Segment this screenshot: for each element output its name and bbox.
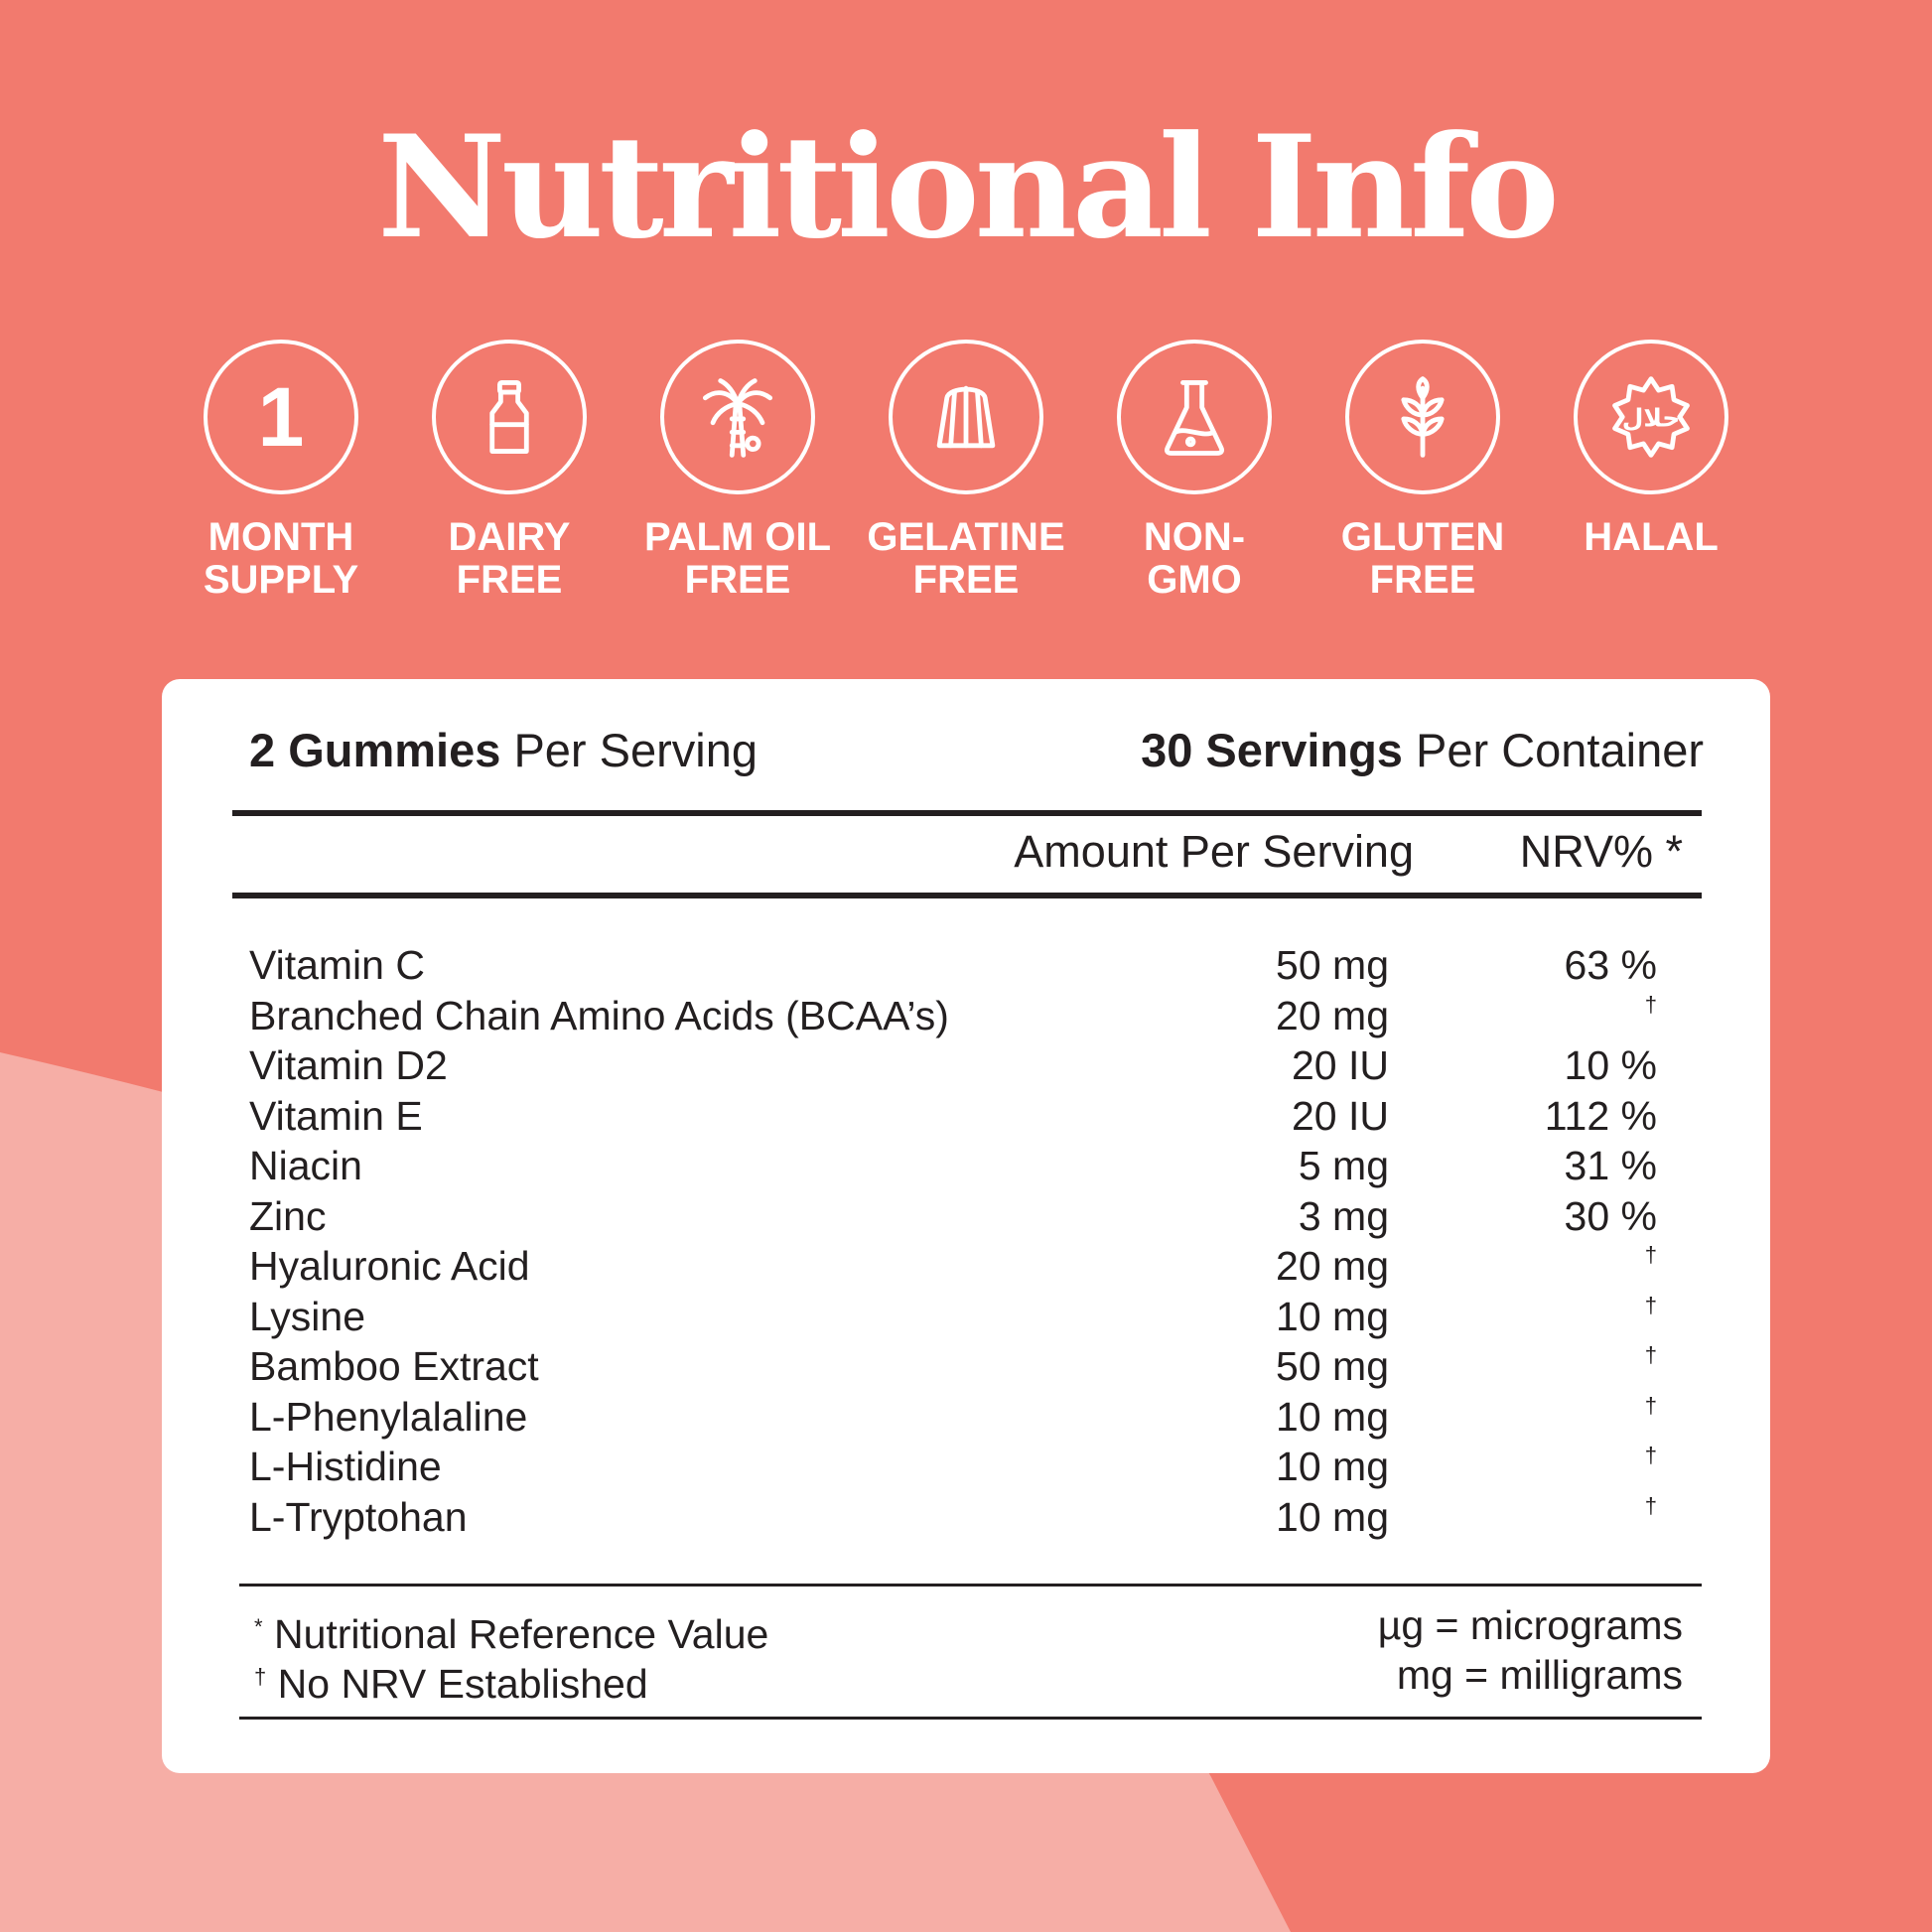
nutrient-amount: 10 mg xyxy=(1276,1444,1389,1489)
nutrient-row xyxy=(249,1442,1657,1492)
badge-dairy-free xyxy=(410,340,609,608)
badge-label-line: SUPPLY xyxy=(203,558,359,602)
number-one-icon: 1 xyxy=(257,370,305,464)
nutrient-amount: 10 mg xyxy=(1276,1493,1389,1540)
badge-circle xyxy=(1345,340,1500,494)
nutrient-nrv: † xyxy=(1644,1492,1657,1518)
palm-tree-icon xyxy=(690,369,785,465)
nutrient-name: Niacin xyxy=(249,1143,362,1188)
badge-label-line: GELATINE xyxy=(867,515,1065,559)
nutrient-amount: 20 IU xyxy=(1292,1092,1389,1139)
badge-label-line: GMO xyxy=(1147,558,1242,602)
nutrient-name: L-Tryptohan xyxy=(249,1493,468,1540)
nutrient-nrv: † xyxy=(1644,1242,1657,1267)
nutrient-list xyxy=(249,940,1657,1542)
jelly-icon xyxy=(918,369,1014,465)
nutrient-row xyxy=(249,1341,1657,1392)
badge-circle xyxy=(660,340,815,494)
serving-size xyxy=(249,723,758,777)
footer-rule-bottom xyxy=(239,1717,1702,1720)
footnote-no-nrv-text: No NRV Established xyxy=(266,1661,648,1707)
nutrient-name: L-Phenylalaline xyxy=(249,1393,528,1440)
badge-label xyxy=(1075,516,1313,602)
servings-count-bold: 30 Servings xyxy=(1141,724,1403,776)
header-rule-top xyxy=(232,810,1702,816)
nutrient-amount: 50 mg xyxy=(1276,942,1389,988)
badge-label-line: FREE xyxy=(456,558,563,602)
nutrient-name: Bamboo Extract xyxy=(249,1343,539,1389)
dagger-mark: † xyxy=(254,1664,267,1689)
badge-palm-oil-free xyxy=(638,340,837,608)
badge-label xyxy=(619,516,857,602)
nutrient-nrv: 112 % xyxy=(1544,1092,1657,1139)
nutrient-row xyxy=(249,1191,1657,1242)
serving-size-bold: 2 Gummies xyxy=(249,724,501,776)
nutrient-row xyxy=(249,1392,1657,1443)
badge-label-line: FREE xyxy=(684,558,791,602)
unit-micrograms: µg = micrograms xyxy=(1377,1602,1683,1648)
badge-circle xyxy=(1574,340,1728,494)
nutrient-nrv: † xyxy=(1644,1342,1657,1367)
badge-label xyxy=(390,516,628,602)
footnote-nrv xyxy=(254,1602,768,1659)
nutrient-amount: 50 mg xyxy=(1276,1343,1389,1389)
nutrient-row xyxy=(249,1241,1657,1292)
badge-label-line: FREE xyxy=(1369,558,1476,602)
badge-label-line: GLUTEN xyxy=(1340,515,1505,559)
badge-gelatine-free xyxy=(867,340,1065,608)
servings-per-container xyxy=(1141,723,1704,777)
footer-rule-top xyxy=(239,1584,1702,1587)
badge-circle xyxy=(204,340,358,494)
nutrient-nrv: † xyxy=(1644,991,1657,1017)
column-header-nrv: NRV% * xyxy=(1519,826,1683,877)
badge-label-line: NON- xyxy=(1143,515,1246,559)
badge-label xyxy=(847,516,1085,602)
badge-gluten-free xyxy=(1323,340,1522,608)
halal-seal-icon xyxy=(1603,369,1699,465)
nutrition-panel xyxy=(162,679,1770,1773)
badge-label-line: FREE xyxy=(912,558,1020,602)
badge-label xyxy=(1304,516,1542,602)
nutrient-name: Zinc xyxy=(249,1192,327,1239)
nutrient-amount: 5 mg xyxy=(1298,1143,1389,1188)
unit-milligrams: mg = milligrams xyxy=(1396,1652,1683,1698)
nutrient-name: Lysine xyxy=(249,1293,365,1339)
badge-label-line: PALM OIL xyxy=(643,515,832,559)
nutrient-name: Hyaluronic Acid xyxy=(249,1243,530,1289)
nutrient-nrv: 10 % xyxy=(1564,1042,1657,1088)
badge-circle xyxy=(432,340,587,494)
milk-bottle-icon xyxy=(462,369,557,465)
badge-label xyxy=(1532,516,1770,559)
nutrient-nrv: 30 % xyxy=(1564,1192,1657,1239)
page-title: Nutritional Info xyxy=(377,105,1555,270)
nutrient-nrv: † xyxy=(1644,1292,1657,1317)
servings-count-text: Per Container xyxy=(1402,724,1704,776)
badge-circle xyxy=(889,340,1043,494)
badge-circle xyxy=(1117,340,1272,494)
nutrient-row xyxy=(249,991,1657,1041)
nutrient-name: Vitamin C xyxy=(249,942,425,988)
nutrient-amount: 10 mg xyxy=(1276,1393,1389,1440)
footnote-no-nrv xyxy=(254,1652,648,1709)
badge-label-line: MONTH xyxy=(207,515,354,559)
nutrient-row xyxy=(249,940,1657,991)
nutrient-nrv: † xyxy=(1644,1392,1657,1418)
badge-halal xyxy=(1552,340,1750,608)
nutrient-amount: 3 mg xyxy=(1298,1192,1389,1239)
nutrient-nrv: † xyxy=(1644,1443,1657,1467)
asterisk-mark: * xyxy=(254,1614,263,1639)
svg-text:حلال: حلال xyxy=(1621,403,1681,433)
nutrient-row xyxy=(249,1040,1657,1091)
nutrient-row xyxy=(249,1492,1657,1543)
footnote-nrv-text: Nutritional Reference Value xyxy=(262,1611,769,1657)
badge-label-line: DAIRY xyxy=(448,515,571,559)
badge-label-line: HALAL xyxy=(1584,515,1719,559)
column-header-amount: Amount Per Serving xyxy=(1014,826,1414,877)
nutrient-amount: 20 mg xyxy=(1276,1243,1389,1289)
badge-month-supply xyxy=(182,340,380,608)
badge-label xyxy=(162,516,400,602)
nutrient-row xyxy=(249,1091,1657,1142)
wheat-icon xyxy=(1375,369,1470,465)
nutrient-row xyxy=(249,1292,1657,1342)
nutrient-amount: 10 mg xyxy=(1276,1293,1389,1339)
nutrient-amount: 20 IU xyxy=(1292,1042,1389,1088)
nutrient-nrv: 63 % xyxy=(1564,942,1657,988)
header-rule-bottom xyxy=(232,893,1702,898)
nutrient-row xyxy=(249,1141,1657,1191)
nutrient-amount: 20 mg xyxy=(1276,992,1389,1038)
nutrient-name: Vitamin E xyxy=(249,1092,423,1139)
feature-badges xyxy=(182,340,1750,608)
flask-icon xyxy=(1147,369,1242,465)
badge-non-gmo xyxy=(1095,340,1294,608)
nutrient-name: L-Histidine xyxy=(249,1444,442,1489)
nutrient-name: Vitamin D2 xyxy=(249,1042,448,1088)
nutrient-name: Branched Chain Amino Acids (BCAA’s) xyxy=(249,992,949,1038)
serving-info xyxy=(249,723,1704,782)
nutrient-nrv: 31 % xyxy=(1564,1143,1657,1188)
serving-size-text: Per Serving xyxy=(500,724,759,776)
